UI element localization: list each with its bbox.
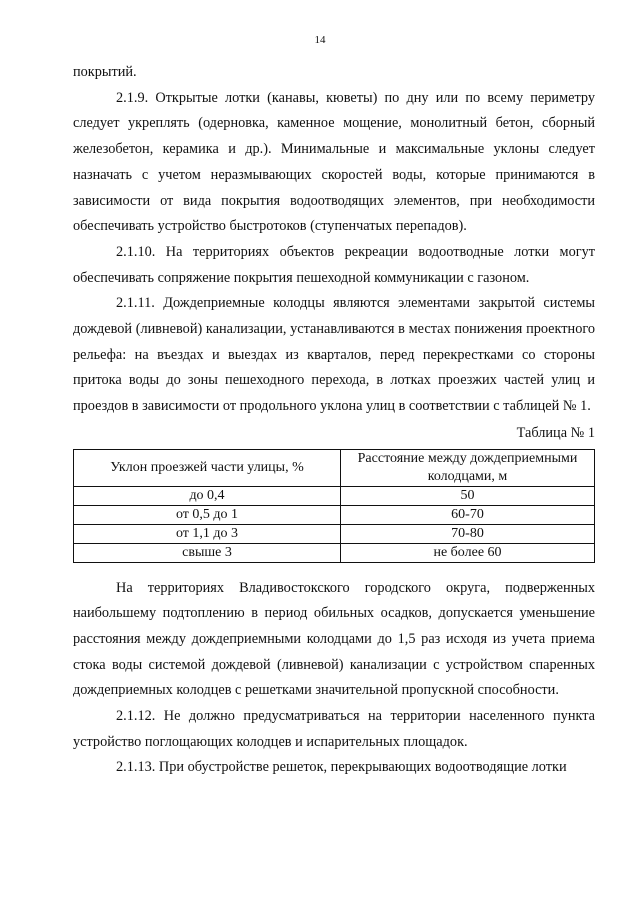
table-row [74,486,595,505]
document-body [73,60,595,781]
table-cell-slope: от 0,5 до 1 [74,505,341,524]
table-header-slope: Уклон проезжей части улицы, % [74,449,341,486]
page-number: 14 [314,34,326,46]
table-row [74,505,595,524]
table-row [74,524,595,543]
paragraph-vladivostok: На территориях Владивостокского городского округа, подверженных наибольшему подтоплению в период обильных осадков, допускается уменьшение расстояния между дождеприемными колодцами до 1,5 раз исходя из учета приема стока воды системой дождевой (ливневой) канализации с устройством спаренных дождеприемных колодцев с решетками значительной пропускной способности. [73,579,595,699]
table-cell-distance: не более 60 [341,543,595,562]
table-header-row [74,449,595,486]
paragraph-continuation: покрытий. [73,64,137,80]
paragraph-2-1-10: 2.1.10. На территориях объектов рекреации водоотводные лотки могут обеспечивать сопряжение покрытия пешеходной коммуникации с газоном. [73,243,595,286]
table-caption: Таблица № 1 [516,424,595,441]
table-row [74,543,595,562]
table-cell-distance: 60-70 [341,505,595,524]
drain-spacing-table [73,449,595,563]
table-cell-distance: 70-80 [341,524,595,543]
table-cell-slope: до 0,4 [74,486,341,505]
table-cell-distance: 50 [341,486,595,505]
table-cell-slope: от 1,1 до 3 [74,524,341,543]
paragraph-2-1-11: 2.1.11. Дождеприемные колодцы являются элементами закрытой системы дождевой (ливневой) канализации, устанавливаются в местах понижения проектного рельефа: на въездах и выездах из кварталов, перед перекрестками со стороны притока воды до зоны пешеходного перехода, в лотках проезжих частей улиц и проездов в зависимости от продольного уклона улиц в соответствии с таблицей № 1. [73,295,595,415]
table-header-distance: Расстояние между дождеприемными колодцами, м [341,449,595,486]
paragraph-2-1-13: 2.1.13. При обустройстве решеток, перекрывающих водоотводящие лотки [116,759,567,776]
paragraph-2-1-9: 2.1.9. Открытые лотки (канавы, кюветы) по дну или по всему периметру следует укреплять (одерновка, каменное мощение, монолитный бетон, сборный железобетон, керамика и др.). Минимальные и максимальные уклоны следует назначать с учетом неразмывающих скоростей воды, которые принимаются в зависимости от вида покрытия водоотводящих элементов, при необходимости обеспечивать устройство быстротоков (ступенчатых перепадов). [73,89,595,235]
paragraph-2-1-12: 2.1.12. Не должно предусматриваться на территории населенного пункта устройство поглощающих колодцев и испарительных площадок. [73,708,595,750]
table-cell-slope: свыше 3 [74,543,341,562]
